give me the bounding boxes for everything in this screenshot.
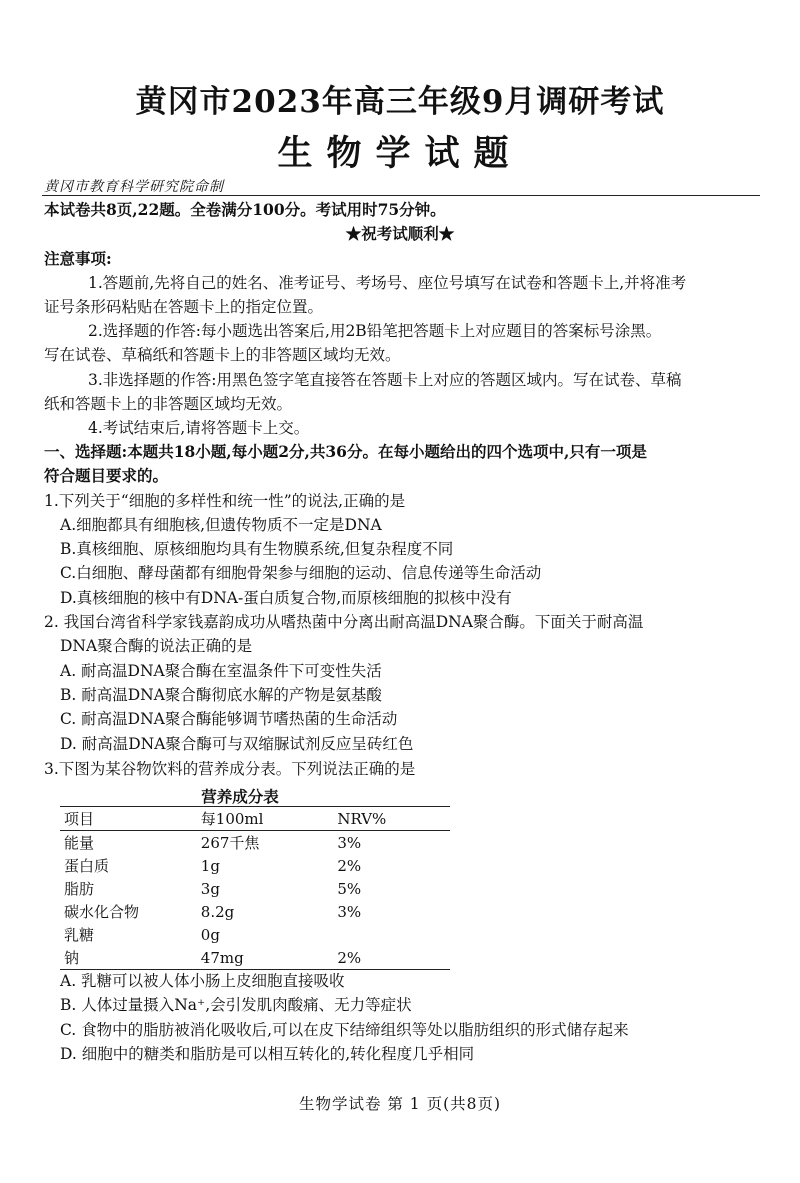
table-cell: 3g [200, 879, 220, 898]
notice-heading: 注意事项: [44, 249, 112, 268]
question-stem: 1.下列关于“细胞的多样性和统一性”的说法,正确的是 [44, 492, 406, 510]
table-cell: 0g [200, 925, 220, 944]
question-stem: 2. 我国台湾省科学家钱嘉韵成功从嗜热菌中分离出耐高温DNA聚合酶。下面关于耐高温 [44, 613, 644, 631]
table-row [60, 854, 450, 877]
table-cell: 脂肪 [64, 880, 95, 898]
column-header: 项目 [64, 810, 95, 828]
table-row [60, 831, 450, 855]
table-row [60, 900, 450, 923]
exam-title: 黄冈市2023年高三年级9月调研考试 [135, 84, 665, 120]
question-option: B.真核细胞、原核细胞均具有生物膜系统,但复杂程度不同 [60, 540, 454, 558]
notice-item: 证号条形码粘贴在答题卡上的指定位置。 [44, 298, 324, 316]
table-row [60, 946, 450, 970]
table-cell: 3% [337, 902, 362, 921]
table-row [60, 923, 450, 946]
notice-item: 纸和答题卡上的非答题区域均无效。 [44, 395, 293, 413]
question-option: B. 耐高温DNA聚合酶彻底水解的产物是氨基酸 [60, 686, 382, 704]
header-divider [42, 195, 760, 196]
table-cell: 蛋白质 [64, 857, 110, 875]
table-cell: 钠 [64, 949, 80, 967]
table-cell: 乳糖 [64, 926, 95, 944]
table-cell: 3% [337, 833, 362, 852]
table-header-row [60, 807, 450, 831]
question-option: D. 耐高温DNA聚合酶可与双缩脲试剂反应呈砖红色 [60, 735, 414, 753]
column-header: NRV% [337, 809, 387, 828]
nutrition-table-title: 营养成分表 [201, 787, 279, 806]
question-option: C. 耐高温DNA聚合酶能够调节嗜热菌的生命活动 [60, 710, 398, 728]
table-cell: 5% [337, 879, 362, 898]
table-cell: 267千焦 [200, 834, 260, 852]
question-option: C.白细胞、酵母菌都有细胞骨架参与细胞的运动、信息传递等生命活动 [60, 564, 542, 582]
column-header: 每100ml [200, 810, 264, 828]
question-stem: 3.下图为某谷物饮料的营养成分表。下列说法正确的是 [44, 760, 416, 778]
table-cell: 2% [337, 948, 362, 967]
question-option: D.真核细胞的核中有DNA-蛋白质复合物,而原核细胞的拟核中没有 [60, 589, 512, 607]
question-option: A. 耐高温DNA聚合酶在室温条件下可变性失活 [60, 662, 382, 680]
notice-item: 4.考试结束后,请将答题卡上交。 [88, 419, 310, 437]
table-cell: 碳水化合物 [64, 903, 140, 921]
notice-item: 3.非选择题的作答:用黑色签字笔直接答在答题卡上对应的答题区域内。写在试卷、草稿 [88, 371, 682, 389]
section-heading: 一、选择题:本题共18小题,每小题2分,共36分。在每小题给出的四个选项中,只有一项是 [44, 442, 647, 461]
nutrition-table [60, 806, 450, 970]
notice-item: 1.答题前,先将自己的姓名、准考证号、考场号、座位号填写在试卷和答题卡上,并将准考 [88, 274, 687, 292]
notice-item: 2.选择题的作答:每小题选出答案后,用2B铅笔把答题卡上对应题目的答案标号涂黑。 [88, 322, 662, 340]
question-option: B. 人体过量摄入Na⁺,会引发肌肉酸痛、无力等症状 [60, 996, 412, 1014]
subject-title: 生物学试题 [277, 133, 523, 174]
question-option: A.细胞都具有细胞核,但遗传物质不一定是DNA [60, 516, 382, 534]
page-footer: 生物学试卷 第 1 页(共8页) [298, 1095, 502, 1113]
table-cell: 1g [200, 856, 220, 875]
notice-item: 写在试卷、草稿纸和答题卡上的非答题区域均无效。 [44, 346, 401, 364]
table-cell: 47mg [200, 948, 244, 967]
table-row [60, 877, 450, 900]
exam-summary: 本试卷共8页,22题。全卷满分100分。考试用时75分钟。 [44, 200, 446, 219]
question-option: C. 食物中的脂肪被消化吸收后,可以在皮下结缔组织等处以脂肪组织的形式储存起来 [60, 1021, 629, 1039]
issuer-line: 黄冈市教育科学研究院命制 [44, 179, 224, 195]
table-cell: 8.2g [200, 902, 235, 921]
question-option: D. 细胞中的糖类和脂肪是可以相互转化的,转化程度几乎相同 [60, 1045, 475, 1063]
question-option: A. 乳糖可以被人体小肠上皮细胞直接吸收 [60, 972, 345, 990]
good-luck-banner: ★祝考试顺利★ [345, 224, 455, 243]
section-heading: 符合题目要求的。 [44, 466, 169, 485]
question-stem: DNA聚合酶的说法正确的是 [60, 637, 253, 655]
table-cell: 能量 [64, 834, 95, 852]
table-cell [333, 923, 450, 946]
table-cell: 2% [337, 856, 362, 875]
